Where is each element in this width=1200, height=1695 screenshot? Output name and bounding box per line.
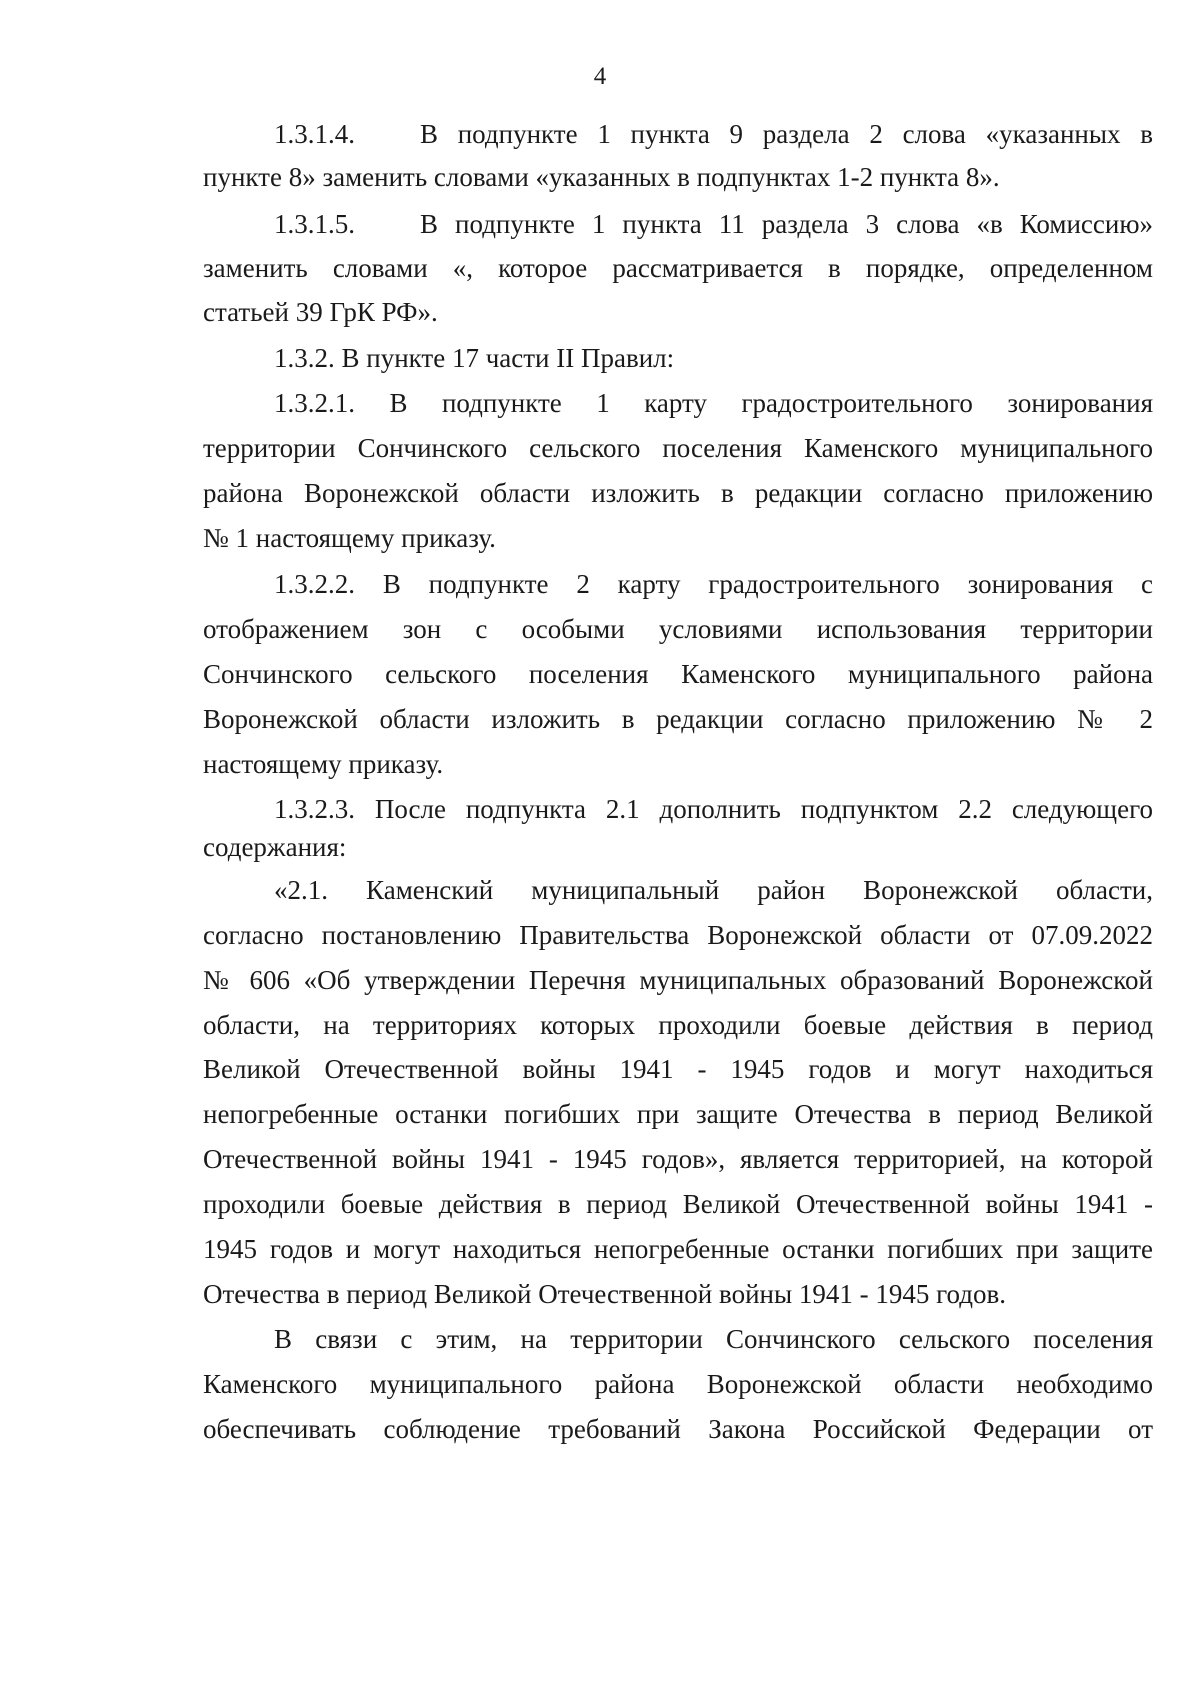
text-line: 1.3.2.2. В подпункте 2 карту градостроительного зонирования с — [274, 569, 1153, 599]
text-line: Отечественной войны 1941 - 1945 годов», является территорией, на которой — [203, 1144, 1153, 1174]
text-line: 1.3.2.1. В подпункте 1 карту градостроительного зонирования — [274, 388, 1153, 418]
text-line: проходили боевые действия в период Великой Отечественной войны 1941 - — [203, 1189, 1153, 1219]
text-line: Каменского муниципального района Воронежской области необходимо — [203, 1369, 1153, 1399]
text-line: настоящему приказу. — [203, 749, 444, 779]
text-line: № 1 настоящему приказу. — [203, 523, 496, 553]
clause-number: 1.3.1.4. — [274, 119, 355, 149]
text-line: «2.1. Каменский муниципальный район Воронежской области, — [274, 875, 1153, 905]
text-line: В связи с этим, на территории Сончинского сельского поселения — [274, 1324, 1153, 1354]
text-line: обеспечивать соблюдение требований Закона Российской Федерации от — [203, 1414, 1153, 1444]
text-line: статьей 39 ГрК РФ». — [203, 297, 438, 327]
clause-text: В подпункте 1 пункта 9 раздела 2 слова «указанных в — [420, 119, 1153, 149]
text-line: территории Сончинского сельского поселения Каменского муниципального — [203, 433, 1153, 463]
text-line: 1.3.2.3. После подпункта 2.1 дополнить подпунктом 2.2 следующего — [274, 794, 1153, 824]
text-line: непогребенные останки погибших при защите Отечества в период Великой — [203, 1099, 1153, 1129]
text-line: района Воронежской области изложить в редакции согласно приложению — [203, 478, 1153, 508]
text-line: согласно постановлению Правительства Воронежской области от 07.09.2022 — [203, 920, 1153, 950]
page-number: 4 — [593, 63, 607, 90]
text-line — [274, 207, 1153, 241]
text-line: Воронежской области изложить в редакции согласно приложению № 2 — [203, 704, 1153, 734]
text-line: 1.3.2. В пункте 17 части II Правил: — [274, 343, 675, 373]
text-line: пункте 8» заменить словами «указанных в подпунктах 1-2 пункта 8». — [203, 162, 1000, 192]
text-line: Отечества в период Великой Отечественной войны 1941 - 1945 годов. — [203, 1279, 1006, 1309]
text-line: заменить словами «, которое рассматривается в порядке, определенном — [203, 253, 1153, 283]
text-line: 1945 годов и могут находиться непогребенные останки погибших при защите — [203, 1234, 1153, 1264]
text-line — [274, 117, 1153, 151]
text-line: отображением зон с особыми условиями использования территории — [203, 614, 1153, 644]
clause-number: 1.3.1.5. — [274, 209, 355, 239]
text-line: области, на территориях которых проходили боевые действия в период — [203, 1010, 1153, 1040]
text-line: № 606 «Об утверждении Перечня муниципальных образований Воронежской — [203, 965, 1153, 995]
text-line: Сончинского сельского поселения Каменского муниципального района — [203, 659, 1153, 689]
text-line: содержания: — [203, 832, 347, 862]
text-line: Великой Отечественной войны 1941 - 1945 годов и могут находиться — [203, 1054, 1153, 1084]
clause-text: В подпункте 1 пункта 11 раздела 3 слова «в Комиссию» — [420, 209, 1153, 239]
